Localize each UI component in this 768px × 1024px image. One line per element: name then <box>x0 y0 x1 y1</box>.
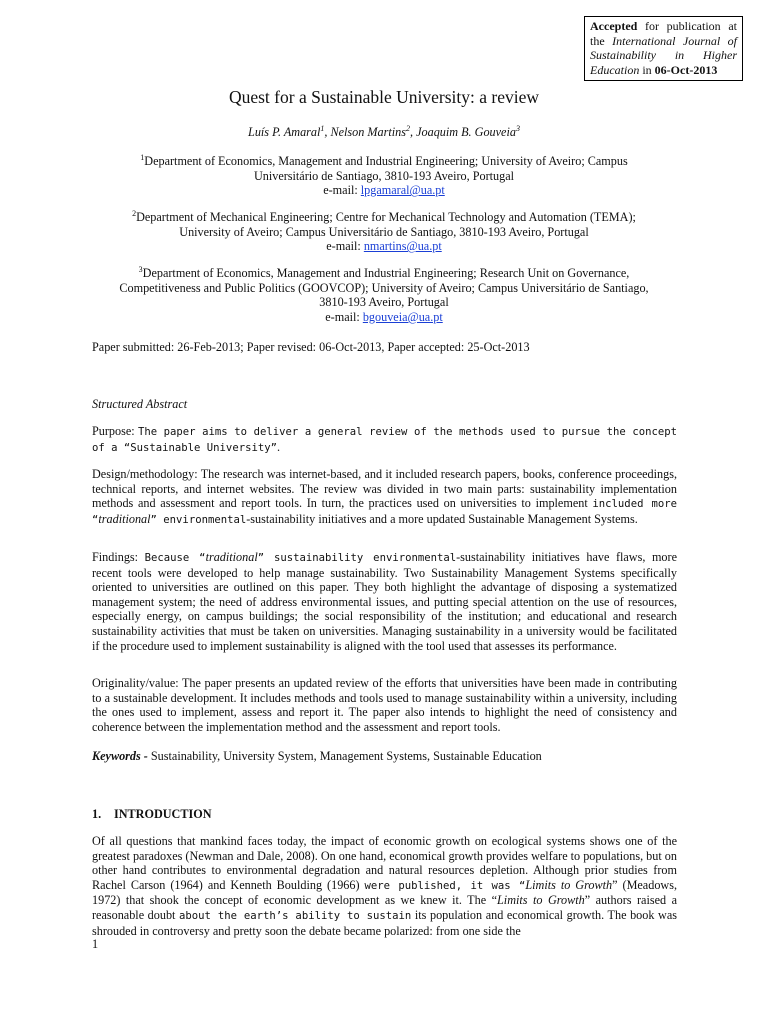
section-heading: 1. INTRODUCTION <box>92 807 212 821</box>
author-name: Luís P. Amaral <box>248 125 321 139</box>
journal-name: International Journal of Sustainability in Higher Education <box>590 33 737 77</box>
email-link[interactable]: lpgamaral@ua.pt <box>360 183 445 198</box>
email-link[interactable]: bgouveia@ua.pt <box>362 309 443 324</box>
paper-title: Quest for a Sustainable University: a review <box>228 87 540 107</box>
affiliation-2: $^2$Department of Mechanical Engineering; Centre for Mechanical Technology and Automation (TEMA); University of Aveiro; Campus Universitário de Santiago, 3810-193 Aveiro, Portugal e-mail: nmartins@ua.pt <box>132 208 636 254</box>
abstract-purpose: Purpose: The paper aims to deliver a general review of the methods used to pursue the concept of a “Sustainable University”. <box>92 424 678 454</box>
submission-dates: Paper submitted: 26-Feb-2013; Paper revised: 06-Oct-2013, Paper accepted: 25-Oct-2013 <box>92 340 530 354</box>
author-name: Nelson Martins <box>330 125 406 139</box>
abstract-findings: Findings: Because “traditional” sustainability environmental-sustainability initiatives have flaws, more recent tools were developed to help manage sustainability. Two Sustainability Management Systems specifically oriented to universities are outlined on this paper. They both highlight the advantage of disposing a systematized management system; the need of address environmental issues, and putting special attention on the use of resources, especially energy, on campus buildings; the social responsibility of the institution; and educational and research sustainability activities that must be taken on universities. Managing sustainability in a university would be facilitated if the procedure used to implement sustainability is aligned with the tool used that assesses its performance. <box>92 550 677 653</box>
keywords: Keywords - Sustainability, University System, Management Systems, Sustainable Education <box>92 749 542 763</box>
affiliation-3: $^3$Department of Economics, Management and Industrial Engineering; Research Unit on Governance, Competitiveness and Public Politics (GOOVCOP); University of Aveiro; Campus Universitário de Santiago, 3810-193 Aveiro, Portugal e-mail: bgouveia@ua.pt <box>119 264 649 324</box>
acceptance-notice: Accepted for publication at the International Journal of Sustainability in Higher Education in 06-Oct-2013 <box>584 16 743 81</box>
abstract-originality: Originality/value: The paper presents an updated review of the efforts that universities have been made in contributing to a sustainable development. It includes methods and tools used to manage sustainability within a university, including the ones used to implement, assess and report it. The paper also intends to highlight the need of consistency and coherence between the implementation method and the assessment and report tools. <box>92 676 677 734</box>
email-link[interactable]: nmartins@ua.pt <box>363 239 442 254</box>
introduction-paragraph: Of all questions that mankind faces today, the impact of economic growth on ecological systems shows one of the greatest paradoxes (Newman and Dale, 2008). On one hand, economical growth provides welfare to populations, but on other hand contributes to environmental degradation and natural resources depletion. Although prior studies from Rachel Carson (1964) and Kenneth Boulding (1966) were published, it was “Limits to Growth” (Meadows, 1972) that shook the concept of economic development as we knew it. The “Limits to Growth” authors raised a reasonable doubt about the earth’s ability to sustain its population and economical growth. The book was shrouded in controversy and pretty soon the debate became polarized: from one side the <box>92 834 677 938</box>
accepted-date: 06-Oct-2013 <box>654 62 718 77</box>
abstract-design: Design/methodology: The research was internet-based, and it included research papers, books, conference proceedings, technical reports, and internet websites. The review was divided in two main parts: sustainability implementation methods and assessment and report tools. In turn, the practices used on universities to implement included more “traditional” environmental-sustainability initiatives and a more updated Sustainable Management Systems. <box>92 467 677 526</box>
structured-abstract-heading: Structured Abstract <box>92 397 188 411</box>
author-list: Luís P. Amaral$^1$, Nelson Martins$^2$, Joaquim B. Gouveia$^3$ <box>248 123 520 139</box>
accepted-label: Accepted <box>590 19 638 33</box>
page-number: 1 <box>92 937 99 951</box>
affiliation-1: $^1$Department of Economics, Management and Industrial Engineering; University of Aveiro; Campus Universitário de Santiago, 3810-193 Aveiro, Portugal e-mail: lpgamaral@ua.pt <box>140 152 628 198</box>
author-name: Joaquim B. Gouveia <box>416 125 516 139</box>
